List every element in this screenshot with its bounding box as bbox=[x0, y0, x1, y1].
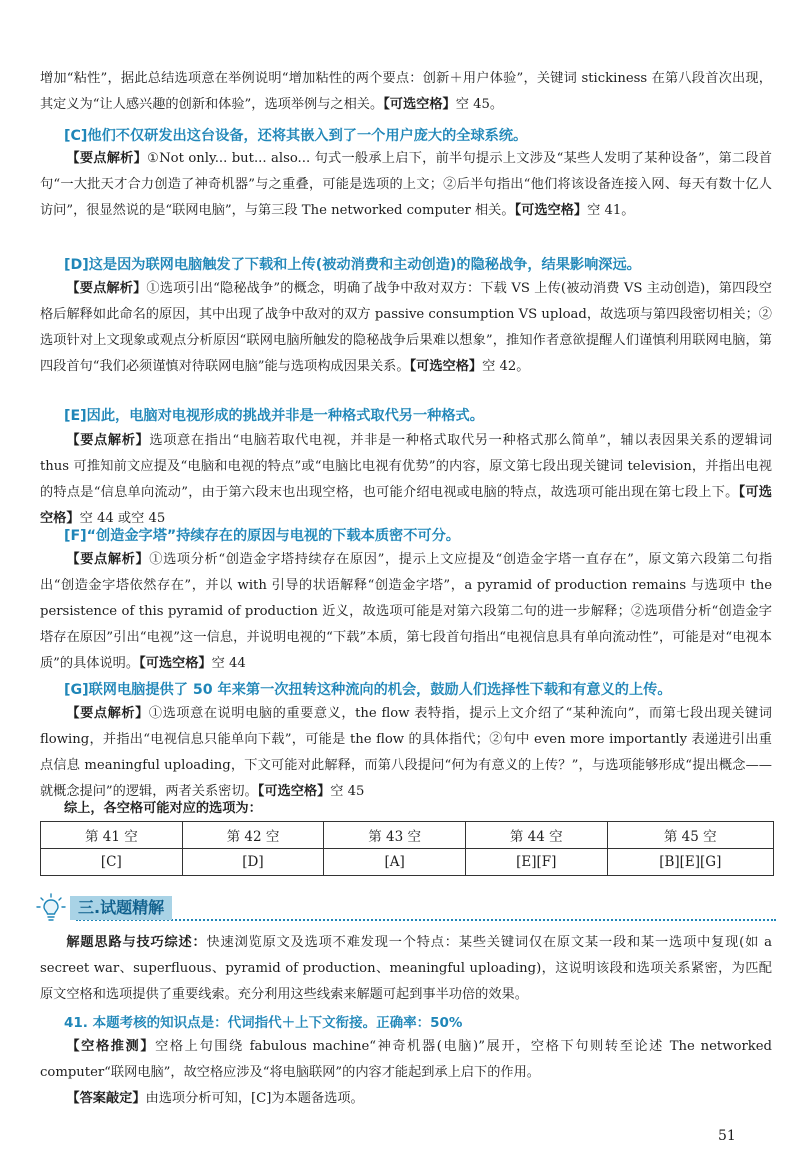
analysis-text: ①Not only... but... also... 句式一般承上启下，前半句提示上文涉及“某些人发明了某种设备”，第二段首句“一大批天才合力创造了神奇机器”与之重叠，可能是选项的上文；②后半句指出“他们将该设备连接入网、每天有数十亿人访问”，很显然说的是“联网电脑”，与第三段 The networked computer 相关。 bbox=[40, 151, 772, 218]
section-title: 三.试题精解 bbox=[70, 896, 172, 920]
table-header-cell: 第 45 空 bbox=[607, 822, 773, 849]
option-g-title: [G]联网电脑提供了 50 年来第一次扭转这种流向的机会，鼓励人们选择性下载和有意义的上传。 bbox=[64, 682, 672, 698]
q41-answer bbox=[40, 1086, 772, 1112]
option-tail: 空 41。 bbox=[587, 203, 635, 218]
q41-heading: 41. 本题考核的知识点是：代词指代＋上下文衔接。正确率：50% bbox=[64, 1015, 463, 1031]
table-cell: [E][F] bbox=[465, 849, 607, 876]
approach-label: 解题思路与技巧综述： bbox=[66, 935, 207, 950]
option-c-title: [C]他们不仅研发出这台设备，还将其嵌入到了一个用户庞大的全球系统。 bbox=[64, 128, 528, 144]
key-label: 【要点解析】 bbox=[66, 151, 148, 166]
intro-paragraph bbox=[40, 66, 772, 118]
option-e-analysis bbox=[40, 428, 772, 532]
page-number: 51 bbox=[718, 1128, 736, 1144]
key-label: 【要点解析】 bbox=[66, 433, 150, 448]
answer-label: 【答案敲定】 bbox=[66, 1091, 146, 1106]
option-tag: 【可选空格】 bbox=[139, 656, 212, 671]
key-label: 【要点解析】 bbox=[66, 552, 150, 567]
analysis-text: ①选项意在说明电脑的重要意义，the flow 表特指，提示上文介绍了“某种流向”，而第七段出现关键词 flowing，并指出“电视信息只能单向下载”，可能是 the flow 的具体指代；②句中 even more importantly 表递进引出重点信息 meaningful uploading，下文可能对此解释，而第八段提问“何为有意义的上传？”，与选项能够形成“提出概念——就概念提问”的逻辑，两者关系密切。 bbox=[40, 706, 772, 799]
option-e-title: [E]因此，电脑对电视形成的挑战并非是一种格式取代另一种格式。 bbox=[64, 408, 484, 424]
option-f-analysis bbox=[40, 547, 772, 677]
table-cell: [B][E][G] bbox=[607, 849, 773, 876]
option-tail: 空 44 或空 45 bbox=[79, 511, 166, 526]
option-tail: 空 44 bbox=[211, 656, 246, 671]
approach-text: 快速浏览原文及选项不难发现一个特点：某些关键词仅在原文某一段和某一选项中复现(如 a secreet war、superfluous、pyramid of production、meaningful uploading)，这说明该段和选项关系紧密，为匹配原文空格和选项提供了重要线索。充分利用这些线索来解题可起到事半功倍的效果。 bbox=[40, 935, 772, 1002]
intro-text: 增加“粘性”，据此总结选项意在举例说明“增加粘性的两个要点：创新＋用户体验”，关键词 stickiness 在第八段首次出现，其定义为“让人感兴趣的创新和体验”，选项举例与之相关。 bbox=[40, 71, 772, 112]
section-header bbox=[36, 893, 776, 925]
table-header-row bbox=[41, 822, 774, 849]
guess-text: 空格上句围绕 fabulous machine“神奇机器(电脑)”展开，空格下句则转至论述 The networked computer“联网电脑”，故空格应涉及“将电脑联网”的内容才能起到承上启下的作用。 bbox=[40, 1039, 773, 1080]
option-tail: 空 42。 bbox=[482, 359, 530, 374]
analysis-text: ①选项引出“隐秘战争”的概念，明确了战争中敌对双方：下载 VS 上传(被动消费 VS 主动创造)，第四段空格后解释如此命名的原因，其中出现了战争中敌对的双方 passive consumption VS upload，故选项与第四段密切相关；②选项针对上文现象或观点分析原因“联网电脑所触发的隐秘战争后果难以想象”，推知作者意欲提醒人们谨慎利用联网电脑，第四段首句“我们必须谨慎对待联网电脑”能与选项构成因果关系。 bbox=[40, 281, 772, 374]
table-cell: [D] bbox=[182, 849, 324, 876]
intro-tag: 【可选空格】 bbox=[383, 97, 456, 112]
option-d-title: [D]这是因为联网电脑触发了下载和上传(被动消费和主动创造)的隐秘战争，结果影响深远。 bbox=[64, 257, 641, 273]
approach-paragraph bbox=[40, 930, 772, 1008]
summary-line: 综上，各空格可能对应的选项为： bbox=[64, 801, 262, 816]
option-tag: 【可选空格】 bbox=[40, 485, 772, 526]
answer-text: 由选项分析可知，[C]为本题备选项。 bbox=[145, 1091, 364, 1106]
table-cell: [A] bbox=[324, 849, 466, 876]
option-g-analysis bbox=[40, 701, 772, 805]
option-f-title: [F]“创造金字塔”持续存在的原因与电视的下载本质密不可分。 bbox=[64, 528, 460, 544]
table-header-cell: 第 44 空 bbox=[465, 822, 607, 849]
table-header-cell: 第 41 空 bbox=[41, 822, 183, 849]
option-tag: 【可选空格】 bbox=[257, 784, 331, 799]
table-row bbox=[41, 849, 774, 876]
key-label: 【要点解析】 bbox=[66, 706, 149, 721]
option-d-analysis bbox=[40, 276, 772, 380]
table-header-cell: 第 42 空 bbox=[182, 822, 324, 849]
option-tag: 【可选空格】 bbox=[409, 359, 483, 374]
guess-label: 【空格推测】 bbox=[66, 1039, 156, 1054]
lightbulb-icon bbox=[36, 893, 66, 923]
answer-table bbox=[40, 821, 774, 876]
table-cell: [C] bbox=[41, 849, 183, 876]
option-c-analysis bbox=[40, 146, 772, 224]
table-header-cell: 第 43 空 bbox=[324, 822, 466, 849]
section-divider bbox=[76, 919, 776, 921]
key-label: 【要点解析】 bbox=[66, 281, 147, 296]
option-tail: 空 45 bbox=[330, 784, 365, 799]
analysis-text: 选项意在指出“电脑若取代电视，并非是一种格式取代另一种格式那么简单”，辅以表因果关系的逻辑词 thus 可推知前文应提及“电脑和电视的特点”或“电脑比电视有优势”的内容，原文第七段出现关键词 television，并指出电视的特点是“信息单向流动”，由于第六段末也出现空格，也可能介绍电视或电脑的特点，故选项可能出现在第七段上下。 bbox=[40, 433, 773, 500]
intro-tail: 空 45。 bbox=[455, 97, 504, 112]
analysis-text: ①选项分析“创造金字塔持续存在原因”，提示上文应提及“创造金字塔一直存在”，原文第六段第二句指出“创造金字塔依然存在”，并以 with 引导的状语解释“创造金字塔”，a pyramid of production remains 与选项中 the persistence of this pyramid of production 近义，故选项可能是对第六段第二句的进一步解释；②选项借分析“创造金字塔存在原因”引出“电视”这一信息，并说明电视的“下载”本质，第七段首句指出“电视信息具有单向流动性”，可能是对“电视本质”的具体说明。 bbox=[40, 552, 773, 671]
q41-guess bbox=[40, 1034, 772, 1086]
option-tag: 【可选空格】 bbox=[514, 203, 588, 218]
